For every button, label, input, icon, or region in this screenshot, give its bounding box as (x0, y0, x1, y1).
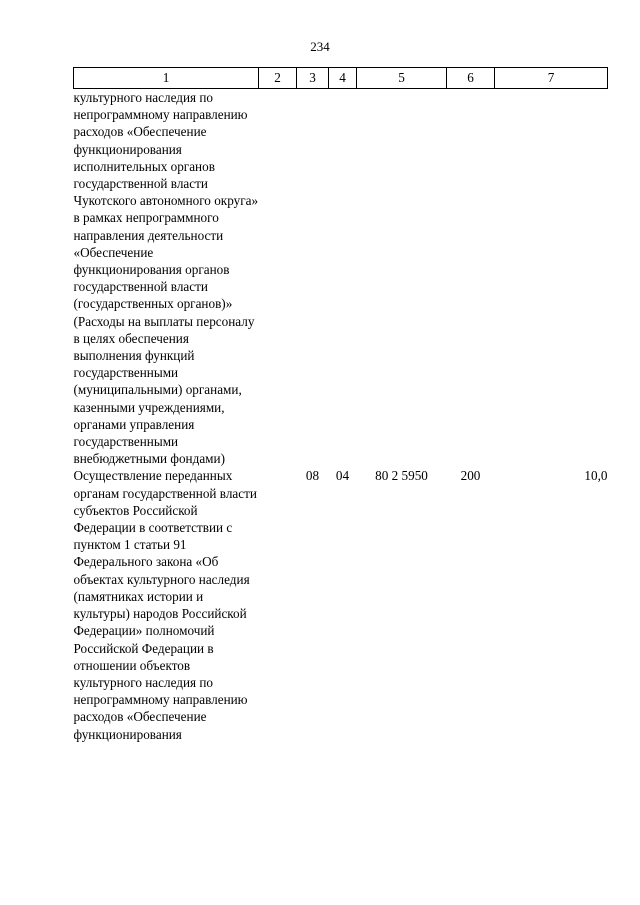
row-col-6: 200 (460, 468, 481, 484)
row-col-2 (259, 89, 297, 468)
header-col-4: 4 (329, 68, 357, 89)
header-col-3: 3 (297, 68, 329, 89)
header-col-1: 1 (74, 68, 259, 89)
header-col-2: 2 (259, 68, 297, 89)
budget-table (73, 67, 608, 743)
row-amount (495, 89, 608, 468)
row-col-2 (259, 467, 297, 742)
row-col-3: 08 (305, 468, 320, 484)
table-row (74, 89, 608, 468)
row-col-4: 04 (335, 468, 350, 484)
table-body (74, 89, 608, 743)
row-col-3 (297, 89, 329, 468)
table-header (74, 68, 608, 89)
header-col-5: 5 (357, 68, 447, 89)
row-col-6 (447, 89, 495, 468)
header-col-6: 6 (447, 68, 495, 89)
row-col-4 (329, 89, 357, 468)
header-col-7: 7 (495, 68, 608, 89)
row-description: культурного наследия по непрограммному направлению расходов «Обеспечение функционирования исполнительных органов государственной власти Чукотского автономного округа» в рамках непрограммного направления деятельности «Обеспечение функционирования органов государственной власти (государственных органов)» (Расходы на выплаты персоналу в целях обеспечения выполнения функций государственными (муниципальными) органами, казенными учреждениями, органами управления государственными внебюджетными фондами) (73, 90, 259, 467)
row-col-5 (357, 89, 447, 468)
table-row (74, 467, 608, 742)
header-row (74, 68, 608, 89)
page-number: 234 (310, 39, 330, 54)
row-col-5: 80 2 5950 (375, 468, 428, 484)
row-description: Осуществление переданных органам государственной власти субъектов Российской Федерации в соответствии с пунктом 1 статьи 91 Федерального закона «Об объектах культурного наследия (памятниках истории и культуры) народов Российской Федерации» полномочий Российской Федерации в отношении объектов культурного наследия по непрограммному направлению расходов «Обеспечение функционирования (73, 468, 257, 742)
row-amount: 10,0 (584, 468, 608, 484)
